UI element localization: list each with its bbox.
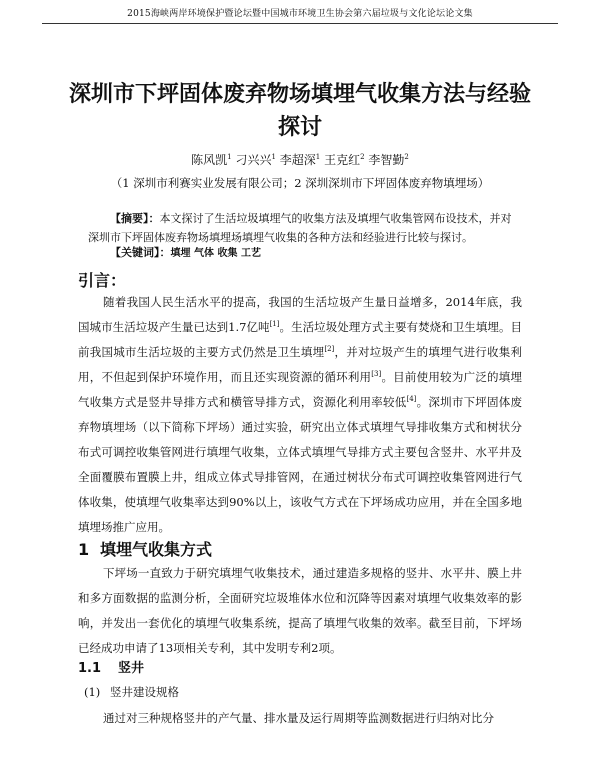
subsection-number: 1.1 bbox=[78, 661, 102, 676]
intro-text: 随着我国人民生活水平的提高，我国的生活垃圾产生量日益增多，2014年底，我国城市生活垃圾产生量已达到1.7亿吨 bbox=[78, 295, 522, 334]
keywords bbox=[110, 244, 530, 260]
citation-ref: [4] bbox=[406, 395, 417, 404]
subsubsection-number: (1) bbox=[84, 685, 101, 699]
keywords-label: 【关键词】： bbox=[110, 246, 171, 259]
affiliation: （1 深圳市利赛实业发展有限公司；2 深圳深圳市下坪固体废弃物填埋场） bbox=[110, 176, 490, 190]
running-header: 2015海峡两岸环境保护暨论坛暨中国城市环境卫生协会第六届垃圾与文化论坛论文集 bbox=[127, 9, 473, 19]
author-name: 陈风凯 bbox=[191, 153, 228, 167]
author-affil-mark: 2 bbox=[404, 153, 409, 161]
intro-text: 。目前使用较为广泛的填埋气收集方式是竖井导排方式和横管导排方式，资源化利用率较低 bbox=[78, 370, 522, 409]
author-name: 李智勤 bbox=[368, 153, 405, 167]
author-name: 王克红 bbox=[324, 153, 361, 167]
intro-heading: 引言： bbox=[78, 271, 127, 290]
section-paragraph bbox=[78, 561, 522, 661]
intro-text: 。生活垃圾处理方式主要有焚烧和卫生填埋。目前我国城市生活垃圾的主要方式仍然是卫生填埋 bbox=[78, 320, 522, 359]
body-text: 通过对三种规格竖井的产气量、排水量及运行周期等监测数据进行归纳对比分 bbox=[103, 711, 494, 725]
header-divider bbox=[42, 23, 558, 24]
intro-text: 。深圳市下坪固体废弃物填埋场（以下简称下坪场）通过实验，研究出立体式填埋气导排收集方式和树状分布式可调控收集管网进行填埋气收集，立体式填埋气导排方式主要包含竖井、水平井及全面覆膜布置膜上井，组成立体式导排管网，在通过树状分布式可调控收集管网进行气体收集，使填埋气收集率达到90%以上，该收气方式在下坪场成功应用，并在全国多地填埋场推广应用。 bbox=[78, 395, 523, 534]
section-text: 下坪场一直致力于研究填埋气收集技术，通过建造多规格的竖井、水平井、膜上井和多方面数据的监测分析，全面研究垃圾堆体水位和沉降等因素对填埋气收集效率的影响，并发出一套优化的填埋气收集系统，提高了填埋气收集的效率。截至目前，下坪场已经成功申请了13项相关专利，其中发明专利2项。 bbox=[78, 566, 522, 655]
subsection-heading bbox=[78, 657, 144, 676]
body-paragraph bbox=[78, 706, 522, 731]
section-title: 填埋气收集方式 bbox=[100, 540, 213, 559]
section-number: 1 bbox=[78, 540, 90, 559]
citation-ref: [2] bbox=[324, 345, 335, 354]
author-affil-mark: 1 bbox=[315, 153, 321, 161]
author-list bbox=[0, 151, 600, 168]
paper-title: 深圳市下坪固体废弃物场填埋气收集方法与经验探讨 bbox=[68, 82, 531, 140]
author-affil-mark: 1 bbox=[271, 153, 276, 161]
keywords-value: 填埋 气体 收集 工艺 bbox=[170, 248, 261, 259]
abstract-text: 本文探讨了生活垃圾填埋气的收集方法及填埋气收集管网布设技术，并对深圳市下坪固体废弃物场填埋场填埋气收集的各种方法和经验进行比较与探讨。 bbox=[88, 212, 512, 244]
author-affil-mark: 2 bbox=[360, 153, 365, 161]
author-name: 刁兴兴 bbox=[235, 153, 272, 167]
section-heading bbox=[78, 537, 212, 560]
author-affil-mark: 1 bbox=[227, 153, 232, 161]
subsubsection-title: 竖井建设规格 bbox=[110, 685, 179, 699]
author-name: 李超深 bbox=[279, 153, 316, 167]
intro-text: ，并对垃圾产生的填埋气进行收集利用，不但起到保护环境作用，而且还实现资源的循环利用 bbox=[78, 345, 523, 384]
abstract-label: 【摘要】： bbox=[110, 212, 160, 225]
intro-paragraph bbox=[78, 290, 522, 540]
subsubsection-heading bbox=[84, 684, 179, 700]
citation-ref: [3] bbox=[371, 370, 382, 379]
citation-ref: [1] bbox=[269, 320, 280, 329]
subsection-title: 竖井 bbox=[118, 661, 145, 676]
abstract bbox=[88, 209, 520, 247]
